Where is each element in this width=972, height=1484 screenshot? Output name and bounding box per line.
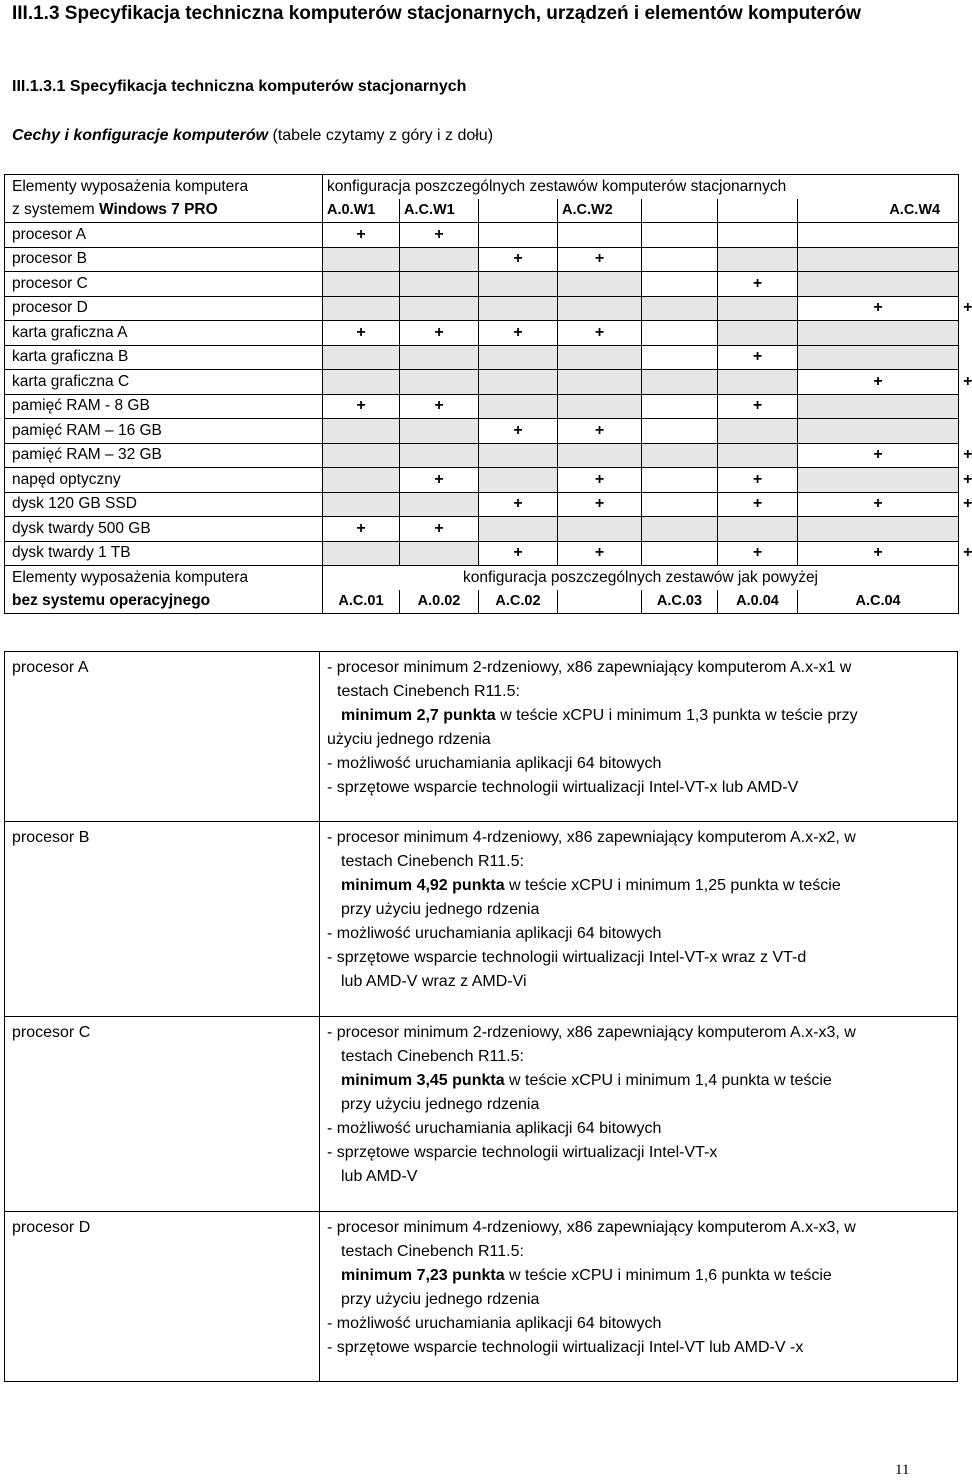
specification-table — [4, 651, 958, 1382]
config-cell-spacer — [642, 468, 718, 493]
config-cell — [558, 443, 642, 468]
spec-score: minimum 7,23 punkta — [341, 1267, 505, 1284]
row-label: pamięć RAM - 8 GB — [5, 394, 323, 419]
config-cell: + — [479, 541, 558, 566]
config-cell-spacer — [642, 492, 718, 517]
config-cell — [558, 345, 642, 370]
config-cell — [400, 492, 479, 517]
section-heading: III.1.3 Specyfikacja techniczna komputerów stacjonarnych, urządzeń i elementów komputerów — [12, 3, 861, 24]
config-cell: + — [479, 321, 558, 346]
spec-line: - procesor minimum 2-rdzeniowy, x86 zapewniający komputerom A.x-x1 w — [327, 659, 852, 676]
config-code-bottom: A.C.04 — [798, 590, 959, 614]
config-cell: + — [400, 517, 479, 542]
config-cell — [323, 272, 400, 297]
spec-line-rest: w teście xCPU i minimum 1,6 punkta w teście — [504, 1267, 832, 1284]
config-code-top: A.C.W2 — [558, 199, 642, 223]
spec-line-rest: w teście xCPU i minimum 1,25 punkta w teście — [504, 877, 841, 894]
config-cell — [718, 223, 798, 248]
spec-line: przy użyciu jednego rdzenia — [341, 1096, 540, 1113]
config-cell — [323, 492, 400, 517]
config-code-bottom: A.C.03 — [642, 590, 718, 614]
footer-left-line1: Elementy wyposażenia komputera — [5, 566, 323, 590]
config-cell: + — [798, 443, 959, 468]
spec-line: - możliwość uruchamiania aplikacji 64 bitowych — [327, 755, 662, 772]
spec-line: testach Cinebench R11.5: — [337, 683, 520, 700]
spec-line — [327, 874, 950, 898]
spec-description — [320, 822, 958, 1017]
config-cell: + — [479, 247, 558, 272]
config-code-top — [479, 199, 558, 223]
spec-row — [5, 1212, 958, 1382]
config-cell — [479, 468, 558, 493]
spec-line: testach Cinebench R11.5: — [341, 853, 524, 870]
config-cell — [718, 370, 798, 395]
config-cell: + — [798, 541, 959, 566]
config-cell: + — [400, 223, 479, 248]
config-cell: + — [479, 419, 558, 444]
config-cell: + — [558, 468, 642, 493]
spec-score: minimum 3,45 punkta — [341, 1072, 505, 1089]
config-cell — [798, 517, 959, 542]
config-cell: + — [718, 541, 798, 566]
spec-row — [5, 652, 958, 822]
config-cell-spacer — [642, 247, 718, 272]
spec-row — [5, 822, 958, 1017]
config-cell-spacer — [642, 419, 718, 444]
config-cell — [400, 296, 479, 321]
config-cell — [323, 296, 400, 321]
footer-left-line2: bez systemu operacyjnego — [5, 590, 323, 614]
config-code-bottom: A.C.02 — [479, 590, 558, 614]
config-cell — [558, 370, 642, 395]
spec-line-rest: w teście xCPU i minimum 1,3 punkta w teście przy — [495, 707, 858, 724]
spec-description — [320, 652, 958, 822]
table-row — [5, 321, 959, 346]
config-cell: + — [718, 272, 798, 297]
table-row — [5, 223, 959, 248]
spec-label: procesor A — [5, 652, 320, 822]
config-cell — [323, 443, 400, 468]
config-cell: + — [400, 394, 479, 419]
config-cell — [323, 419, 400, 444]
row-label: procesor A — [5, 223, 323, 248]
spec-label: procesor C — [5, 1017, 320, 1212]
spec-line: - sprzętowe wsparcie technologii wirtualizacji Intel-VT lub AMD-V -x — [327, 1339, 804, 1356]
spec-description — [320, 1017, 958, 1212]
row-label: karta graficzna A — [5, 321, 323, 346]
header-left-os: Windows 7 PRO — [98, 201, 218, 219]
config-cell — [798, 321, 959, 346]
table-row: procesor D + + — [5, 296, 959, 321]
config-code-top: A.C.W4 — [798, 199, 959, 223]
table-row — [5, 419, 959, 444]
spec-line: - możliwość uruchamiania aplikacji 64 bitowych — [327, 925, 662, 942]
config-cell — [479, 272, 558, 297]
config-cell — [798, 345, 959, 370]
config-code-bottom: A.0.04 — [718, 590, 798, 614]
spec-line: przy użyciu jednego rdzenia — [341, 1291, 540, 1308]
spec-line — [327, 1069, 950, 1093]
subsection-heading: III.1.3.1 Specyfikacja techniczna komputerów stacjonarnych — [12, 78, 467, 95]
header-left-line2a: z systemem — [12, 201, 99, 219]
config-cell — [558, 296, 642, 321]
config-cell — [798, 394, 959, 419]
row-label: pamięć RAM – 16 GB — [5, 419, 323, 444]
config-cell: + — [400, 321, 479, 346]
spec-line: testach Cinebench R11.5: — [341, 1243, 524, 1260]
config-cell: + — [479, 492, 558, 517]
spec-description — [320, 1212, 958, 1382]
config-cell — [323, 468, 400, 493]
spec-line: - sprzętowe wsparcie technologii wirtualizacji Intel-VT-x wraz z VT-d — [327, 949, 807, 966]
config-cell — [323, 370, 400, 395]
table-row: napęd optyczny + + + + — [5, 468, 959, 493]
config-cell: + — [558, 247, 642, 272]
config-cell — [718, 443, 798, 468]
row-label: procesor D — [5, 296, 323, 321]
config-cell: + — [323, 517, 400, 542]
config-cell-spacer — [642, 345, 718, 370]
spec-label: procesor D — [5, 1212, 320, 1382]
table-row: karta graficzna C + + — [5, 370, 959, 395]
spec-line: - procesor minimum 4-rdzeniowy, x86 zapewniający komputerom A.x-x2, w — [327, 829, 856, 846]
spec-row — [5, 1017, 958, 1212]
config-cell-spacer — [642, 223, 718, 248]
config-code-top — [642, 199, 718, 223]
header-right: konfiguracja poszczególnych zestawów komputerów stacjonarnych — [323, 175, 959, 199]
config-code-top — [718, 199, 798, 223]
table-row — [5, 247, 959, 272]
row-label: pamięć RAM – 32 GB — [5, 443, 323, 468]
header-left-line2 — [5, 199, 323, 223]
config-cell — [479, 345, 558, 370]
config-cell: + — [798, 492, 959, 517]
table-row — [5, 272, 959, 297]
config-cell-spacer — [642, 272, 718, 297]
config-cell: + — [558, 419, 642, 444]
spec-line: - sprzętowe wsparcie technologii wirtualizacji Intel-VT-x — [327, 1144, 718, 1161]
config-cell: + — [798, 296, 959, 321]
config-cell — [558, 272, 642, 297]
config-cell: + — [558, 321, 642, 346]
spec-line: - procesor minimum 4-rdzeniowy, x86 zapewniający komputerom A.x-x3, w — [327, 1219, 856, 1236]
config-cell — [718, 296, 798, 321]
config-cell: + — [798, 370, 959, 395]
config-cell — [479, 296, 558, 321]
config-cell — [479, 443, 558, 468]
config-cell: + — [718, 468, 798, 493]
config-cell: + — [323, 223, 400, 248]
config-cell — [323, 345, 400, 370]
config-cell — [718, 419, 798, 444]
config-code-top: A.0.W1 — [323, 199, 400, 223]
config-cell: + — [323, 321, 400, 346]
table-row — [5, 394, 959, 419]
config-cell-spacer — [642, 394, 718, 419]
row-label: dysk 120 GB SSD — [5, 492, 323, 517]
spec-line: - sprzętowe wsparcie technologii wirtualizacji Intel-VT-x lub AMD-V — [327, 779, 799, 796]
caption-italic: Cechy i konfiguracje komputerów — [12, 127, 269, 144]
config-cell — [718, 517, 798, 542]
config-cell — [479, 517, 558, 542]
config-cell — [479, 223, 558, 248]
table-row — [5, 517, 959, 542]
config-cell — [718, 321, 798, 346]
spec-line: - możliwość uruchamiania aplikacji 64 bitowych — [327, 1120, 662, 1137]
footer-right: konfiguracja poszczególnych zestawów jak powyżej — [323, 566, 959, 590]
table-row: dysk twardy 1 TB + + + + + — [5, 541, 959, 566]
config-cell — [400, 247, 479, 272]
config-cell: + — [718, 492, 798, 517]
spec-line: lub AMD-V — [341, 1168, 418, 1185]
config-cell — [479, 394, 558, 419]
config-cell — [323, 541, 400, 566]
config-cell — [400, 541, 479, 566]
table-caption — [12, 127, 493, 145]
row-label: dysk twardy 500 GB — [5, 517, 323, 542]
table-row — [5, 345, 959, 370]
config-cell — [558, 517, 642, 542]
config-cell — [479, 370, 558, 395]
spec-line: - możliwość uruchamiania aplikacji 64 bitowych — [327, 1315, 662, 1332]
page-number: 11 — [895, 1462, 910, 1478]
config-cell: + — [558, 541, 642, 566]
config-cell — [798, 419, 959, 444]
spec-line: użyciu jednego rdzenia — [327, 731, 491, 748]
config-cell — [400, 370, 479, 395]
row-label: procesor B — [5, 247, 323, 272]
config-cell — [558, 394, 642, 419]
config-code-bottom: A.C.01 — [323, 590, 400, 614]
config-cell — [798, 223, 959, 248]
config-cell — [798, 468, 959, 493]
configuration-table — [4, 174, 972, 614]
table-row: pamięć RAM – 32 GB + + — [5, 443, 959, 468]
header-left-line1: Elementy wyposażenia komputera — [5, 175, 323, 199]
spec-line — [327, 1264, 950, 1288]
config-cell — [323, 247, 400, 272]
spec-label: procesor B — [5, 822, 320, 1017]
config-cell-spacer — [642, 370, 718, 395]
config-code-bottom — [558, 590, 642, 614]
table-row: dysk 120 GB SSD + + + + + — [5, 492, 959, 517]
spec-line: lub AMD-V wraz z AMD-Vi — [341, 973, 527, 990]
config-cell — [718, 247, 798, 272]
config-cell-spacer — [642, 517, 718, 542]
spec-line: testach Cinebench R11.5: — [341, 1048, 524, 1065]
config-cell-spacer — [642, 321, 718, 346]
config-cell: + — [718, 345, 798, 370]
config-cell: + — [718, 394, 798, 419]
config-cell — [798, 272, 959, 297]
config-cell — [400, 345, 479, 370]
config-cell-spacer — [642, 541, 718, 566]
row-label: karta graficzna C — [5, 370, 323, 395]
row-label: dysk twardy 1 TB — [5, 541, 323, 566]
config-cell — [400, 443, 479, 468]
config-cell — [558, 223, 642, 248]
row-label: procesor C — [5, 272, 323, 297]
spec-line: - procesor minimum 2-rdzeniowy, x86 zapewniający komputerom A.x-x3, w — [327, 1024, 856, 1041]
spec-line: przy użyciu jednego rdzenia — [341, 901, 540, 918]
spec-score: minimum 4,92 punkta — [341, 877, 505, 894]
caption-rest: (tabele czytamy z góry i z dołu) — [268, 127, 494, 144]
config-cell: + — [323, 394, 400, 419]
config-code-top: A.C.W1 — [400, 199, 479, 223]
config-cell-spacer — [642, 296, 718, 321]
row-label: karta graficzna B — [5, 345, 323, 370]
config-cell: + — [558, 492, 642, 517]
row-label: napęd optyczny — [5, 468, 323, 493]
config-cell — [400, 419, 479, 444]
spec-score: minimum 2,7 punkta — [341, 707, 496, 724]
config-cell-spacer — [642, 443, 718, 468]
config-code-bottom: A.0.02 — [400, 590, 479, 614]
config-cell: + — [400, 468, 479, 493]
spec-line — [327, 704, 950, 728]
config-cell — [798, 247, 959, 272]
spec-line-rest: w teście xCPU i minimum 1,4 punkta w teście — [504, 1072, 832, 1089]
config-cell — [400, 272, 479, 297]
